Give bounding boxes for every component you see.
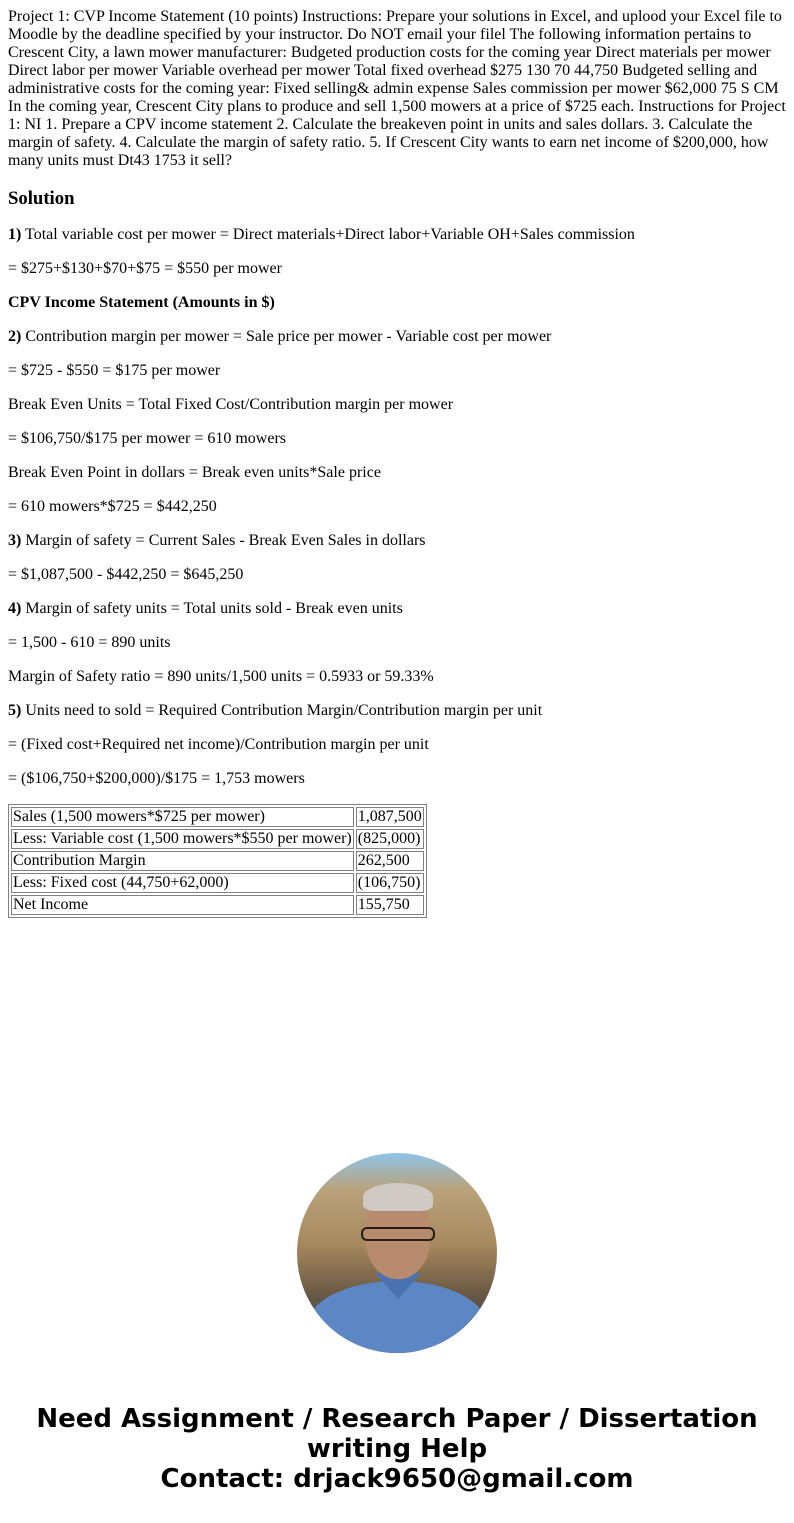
amount-cell: 155,750 (356, 895, 424, 915)
table-row (11, 829, 424, 849)
table-row (11, 895, 424, 915)
amount-cell: (106,750) (356, 873, 424, 893)
line-text: = 610 mowers*$725 = $442,250 (8, 498, 217, 515)
footer-line-2: writing Help (306, 1434, 488, 1464)
line-label: 5) (8, 702, 22, 719)
line-label: 2) (8, 328, 22, 345)
item-cell: Sales (1,500 mowers*$725 per mower) (11, 807, 354, 827)
amount-cell: 1,087,500 (357, 808, 422, 825)
amount-cell: 262,500 (356, 851, 424, 871)
line-text: Units need to sold = Required Contribution Margin/Contribution margin per unit (21, 702, 543, 719)
line-text: = $106,750/$175 per mower = 610 mowers (8, 430, 287, 447)
solution-line (8, 566, 786, 584)
solution-line (8, 430, 786, 448)
solution-lines (8, 226, 786, 788)
line-text: = 1,500 - 610 = 890 units (8, 634, 171, 651)
line-text: = (Fixed cost+Required net income)/Contribution margin per unit (8, 736, 429, 753)
solution-line (8, 736, 786, 754)
line-text: Margin of safety = Current Sales - Break Even Sales in dollars (21, 532, 426, 549)
solution-line (8, 328, 786, 346)
item-cell: Net Income (11, 895, 354, 915)
line-label: 4) (8, 600, 22, 617)
solution-line (8, 294, 786, 312)
solution-heading: Solution (8, 188, 75, 209)
solution-line (8, 260, 786, 278)
line-label: 1) (8, 226, 22, 243)
item-cell: Contribution Margin (11, 851, 354, 871)
solution-line (8, 464, 786, 482)
table-row (11, 873, 424, 893)
footer-line-1: Need Assignment / Research Paper / Dissertation (36, 1404, 758, 1434)
line-label: CPV Income Statement (Amounts in $) (8, 294, 275, 311)
line-text: Break Even Point in dollars = Break even units*Sale price (8, 464, 381, 481)
solution-line (8, 226, 786, 244)
contact-footer (0, 1404, 794, 1494)
line-text: Margin of Safety ratio = 890 units/1,500 units = 0.5933 or 59.33% (8, 668, 434, 685)
solution-line (8, 532, 786, 550)
amount-cell: (825,000) (356, 829, 424, 849)
question-text: Project 1: CVP Income Statement (10 points) Instructions: Prepare your solutions in Excel, and uplood your Excel file to Moodle by the deadline specified by your instructor. Do NOT email your filel The following information pertains to Crescent City, a lawn mower manufacturer: Budgeted production costs for the coming year Direct materials per mower Direct labor per mower Variable overhead per mower Total fixed overhead $275 130 70 44,750 Budgeted selling and administrative costs for the coming year: Fixed selling& admin expense Sales commission per mower $62,000 75 S CM In the coming year, Crescent City plans to produce and sell 1,500 mowers at a price of $725 each. Instructions for Project 1: NI 1. Prepare a CPV income statement 2. Calculate the breakeven point in units and sales dollars. 3. Calculate the margin of safety. 4. Calculate the margin of safety ratio. 5. If Crescent City wants to earn net income of $200,000, how many units must Dt43 1753 it sell? (8, 8, 786, 169)
solution-line (8, 702, 786, 720)
solution-line (8, 770, 786, 788)
line-text: = $1,087,500 - $442,250 = $645,250 (8, 566, 244, 583)
solution-line (8, 498, 786, 516)
income-statement-table (8, 804, 427, 918)
line-text: Total variable cost per mower = Direct materials+Direct labor+Variable OH+Sales commission (21, 226, 635, 243)
line-text: = $725 - $550 = $175 per mower (8, 362, 221, 379)
solution-line (8, 668, 786, 686)
table-row (11, 851, 424, 871)
line-label: 3) (8, 532, 22, 549)
solution-line (8, 362, 786, 380)
table-row (11, 807, 424, 827)
footer-line-3: Contact: drjack9650@gmail.com (160, 1464, 634, 1494)
solution-line (8, 600, 786, 618)
author-photo (297, 1153, 497, 1353)
line-text: Margin of safety units = Total units sold - Break even units (21, 600, 403, 617)
item-cell: Less: Fixed cost (44,750+62,000) (11, 873, 354, 893)
item-cell: Less: Variable cost (1,500 mowers*$550 per mower) (13, 830, 352, 847)
solution-line (8, 396, 786, 414)
line-text: Break Even Units = Total Fixed Cost/Contribution margin per mower (8, 396, 454, 413)
line-text: Contribution margin per mower = Sale price per mower - Variable cost per mower (21, 328, 552, 345)
line-text: = $275+$130+$70+$75 = $550 per mower (8, 260, 282, 277)
solution-line (8, 634, 786, 652)
line-text: = ($106,750+$200,000)/$175 = 1,753 mowers (8, 770, 305, 787)
